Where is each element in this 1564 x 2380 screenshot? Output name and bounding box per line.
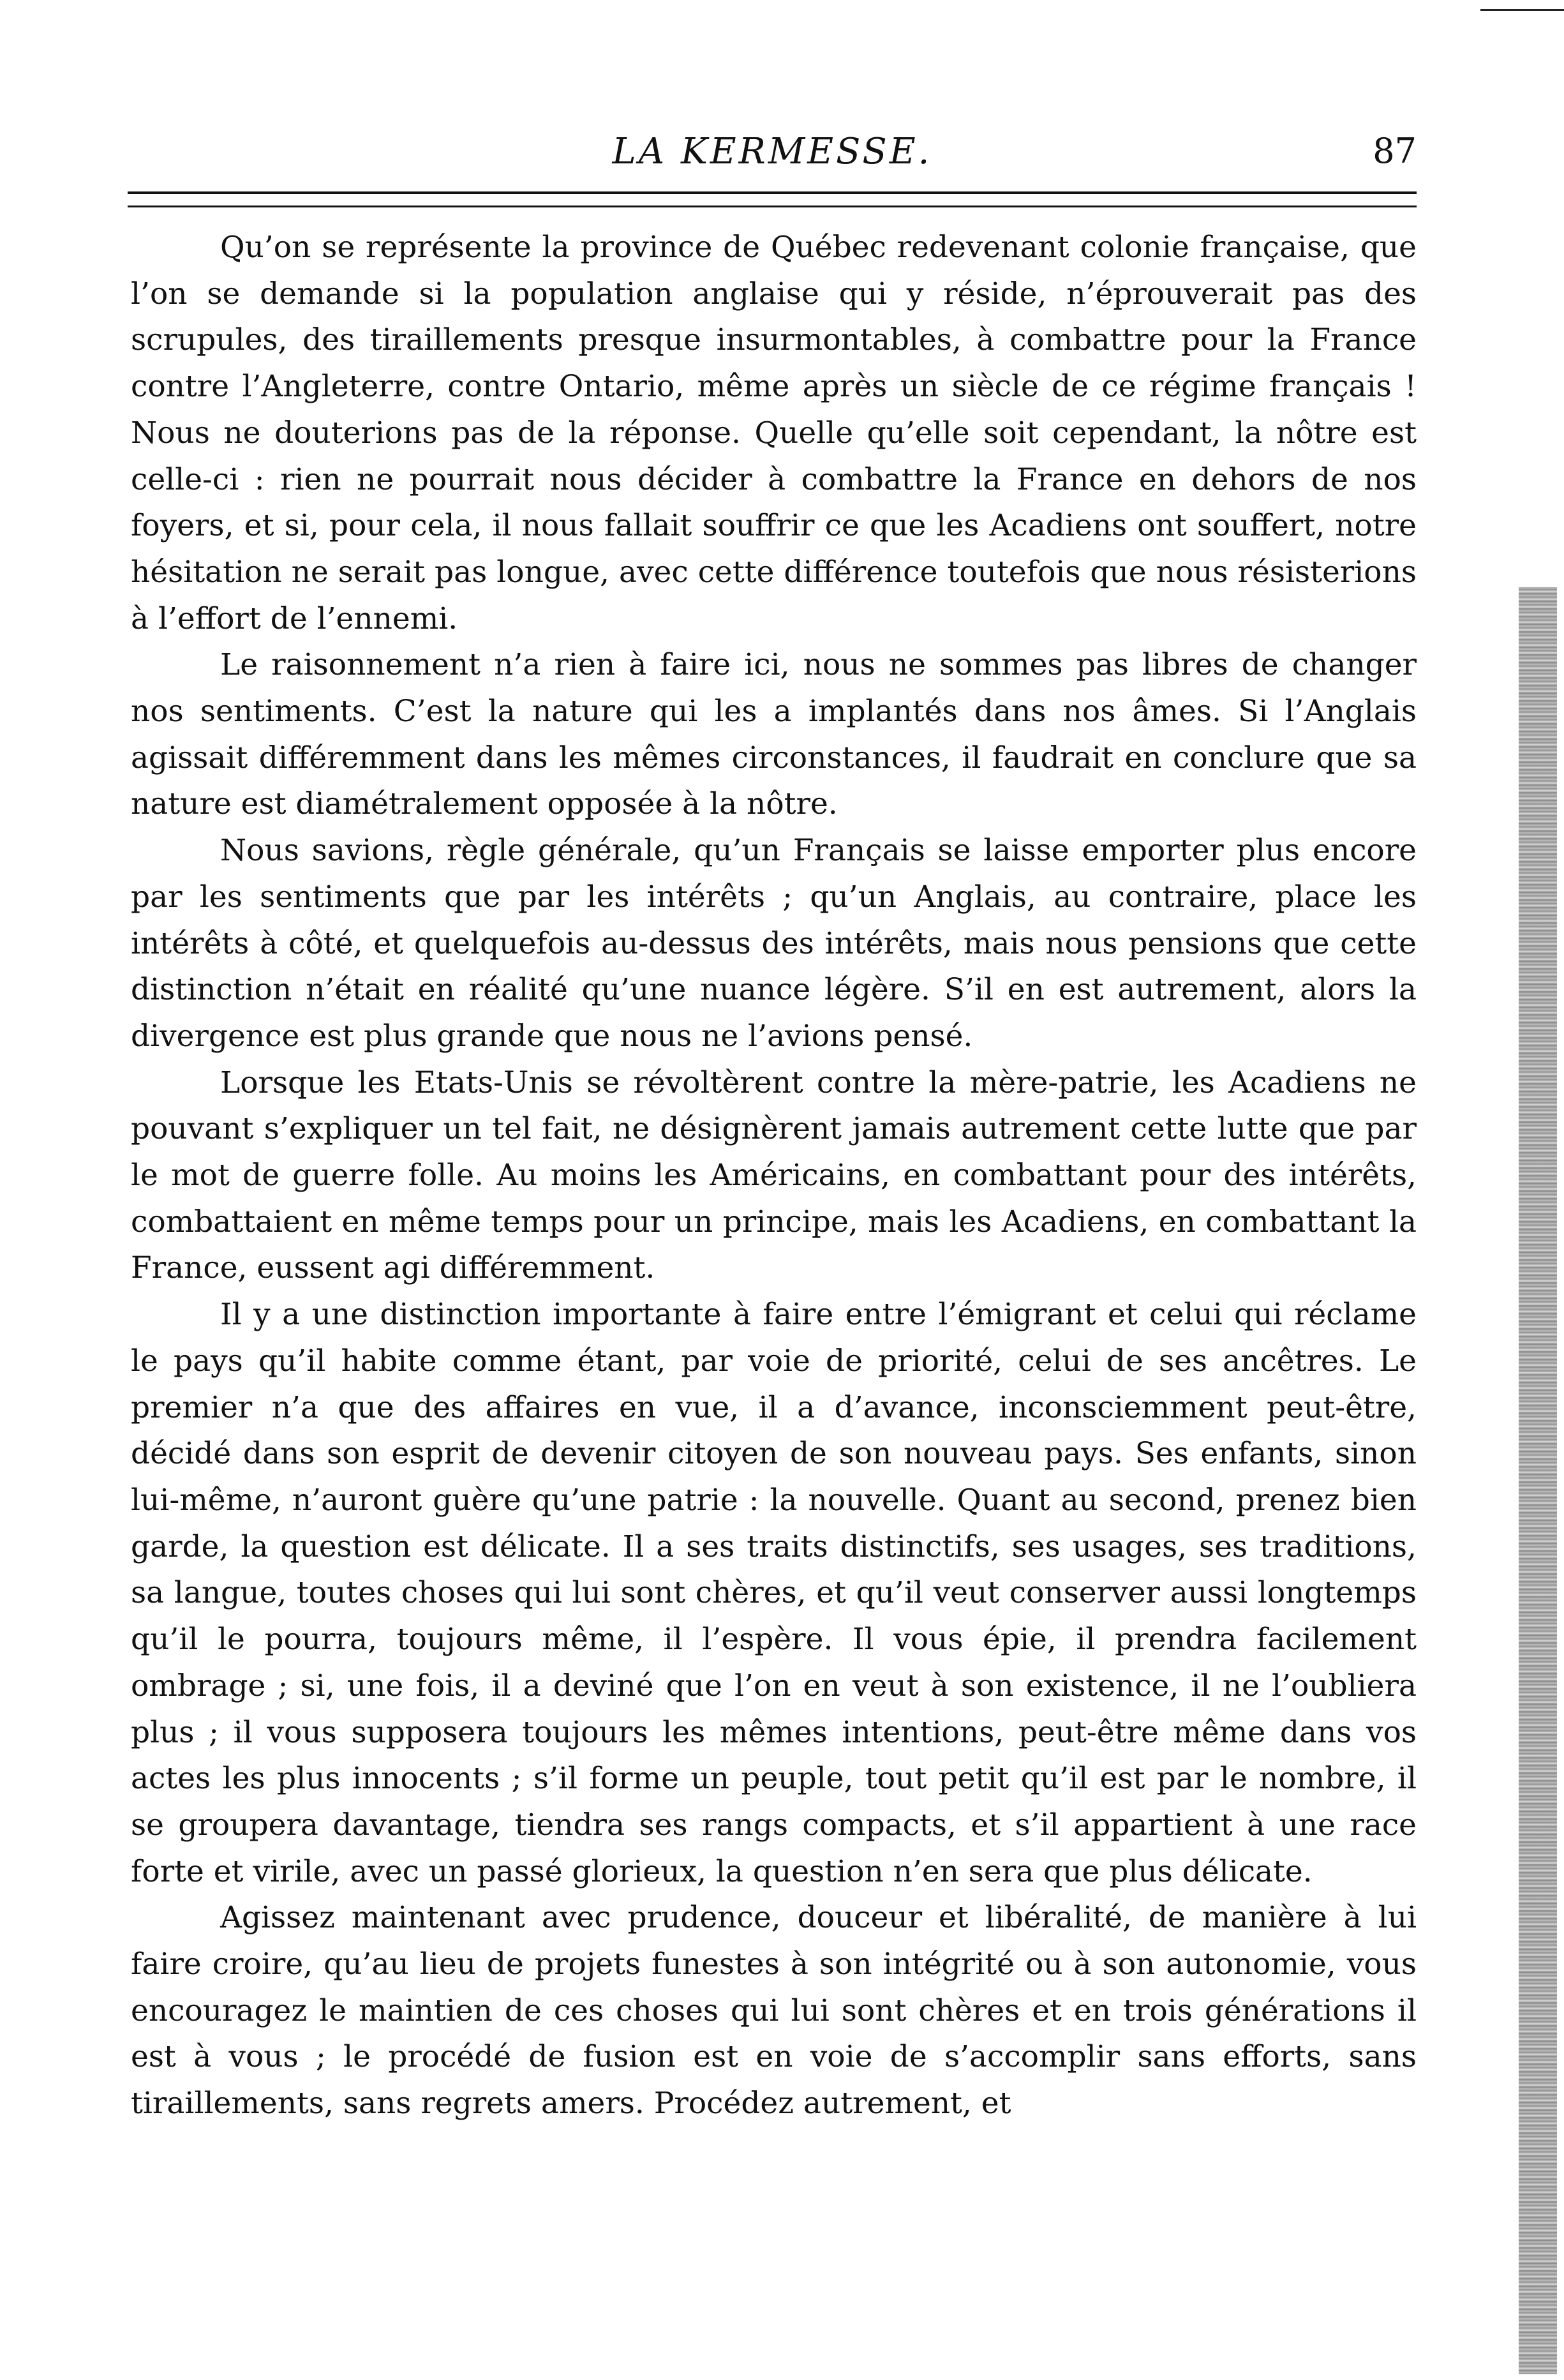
header-rule-top xyxy=(128,191,1417,194)
scan-corner-mark xyxy=(1480,0,1564,11)
header-rule-bottom xyxy=(128,206,1417,207)
paragraph: Lorsque les Etats-Unis se révoltèrent contre la mère-patrie, les Acadiens ne pouvant s’expliquer un tel fait, ne désignèrent jamais autrement cette lutte que par le mot de guerre folle. Au moins les Américains, en combattant pour des intérêts, combattaient en même temps pour un principe, mais les Acadiens, en combattant la France, eussent agi différemment. xyxy=(131,1065,1417,1286)
paragraph: Agissez maintenant avec prudence, douceur et libéralité, de manière à lui faire croire, qu’au lieu de projets funestes à son intégrité ou à son autonomie, vous encouragez le maintien de ces choses qui lui sont chères et en trois générations il est à vous ; le procédé de fusion est en voie de s’accomplir sans efforts, sans tiraillements, sans regrets amers. Procédez autrement, et xyxy=(131,1900,1417,2122)
page-header xyxy=(128,131,1417,188)
page-edge-shadow xyxy=(1519,587,1557,2374)
paragraph: Le raisonnement n’a rien à faire ici, nous ne sommes pas libres de changer nos sentiments. C’est la nature qui les a implantés dans nos âmes. Si l’Anglais agissait différemment dans les mêmes circonstances, il faudrait en conclure que sa nature est diamétralement opposée à la nôtre. xyxy=(131,647,1417,822)
paragraph: Qu’on se représente la province de Québec redevenant colonie française, que l’on se demande si la population anglaise qui y réside, n’éprouverait pas des scrupules, des tiraillements presque insurmontables, à combattre pour la France contre l’Angleterre, contre Ontario, même après un siècle de ce régime français ! Nous ne douterions pas de la réponse. Quelle qu’elle soit cependant, la nôtre est celle-ci : rien ne pourrait nous décider à combattre la France en dehors de nos foyers, et si, pour cela, il nous fallait souffrir ce que les Acadiens ont souffert, notre hésitation ne serait pas longue, avec cette différence toutefois que nous résisterions à l’effort de l’ennemi. xyxy=(131,230,1417,636)
paragraph: Nous savions, règle générale, qu’un Français se laisse emporter plus encore par les sentiments que par les intérêts ; qu’un Anglais, au contraire, place les intérêts à côté, et quelquefois au-dessus des intérêts, mais nous pensions que cette distinction n’était en réalité qu’une nuance légère. S’il en est autrement, alors la divergence est plus grande que nous ne l’avions pensé. xyxy=(131,833,1417,1054)
paragraph: Il y a une distinction importante à faire entre l’émigrant et celui qui réclame le pays qu’il habite comme étant, par voie de priorité, celui de ses ancêtres. Le premier n’a que des affaires en vue, il a d’avance, inconsciemment peut-être, décidé dans son esprit de devenir citoyen de son nouveau pays. Ses enfants, sinon lui-même, n’auront guère qu’une patrie : la nouvelle. Quant au second, prenez bien garde, la question est délicate. Il a ses traits distinctifs, ses usages, ses traditions, sa langue, toutes choses qui lui sont chères, et qu’il veut conserver aussi longtemps qu’il le pourra, toujours même, il l’espère. Il vous épie, il prendra facilement ombrage ; si, une fois, il a deviné que l’on en veut à son existence, il ne l’oubliera plus ; il vous supposera toujours les mêmes intentions, peut-être même dans vos actes les plus innocents ; s’il forme un peuple, tout petit qu’il est par le nombre, il se groupera davantage, tiendra ses rangs compacts, et s’il appartient à une race forte et virile, avec un passé glorieux, la question n’en sera que plus délicate. xyxy=(131,1297,1417,1889)
page-number: 87 xyxy=(1373,131,1417,171)
body-text xyxy=(131,225,1417,2127)
running-title: LA KERMESSE. xyxy=(612,131,932,172)
